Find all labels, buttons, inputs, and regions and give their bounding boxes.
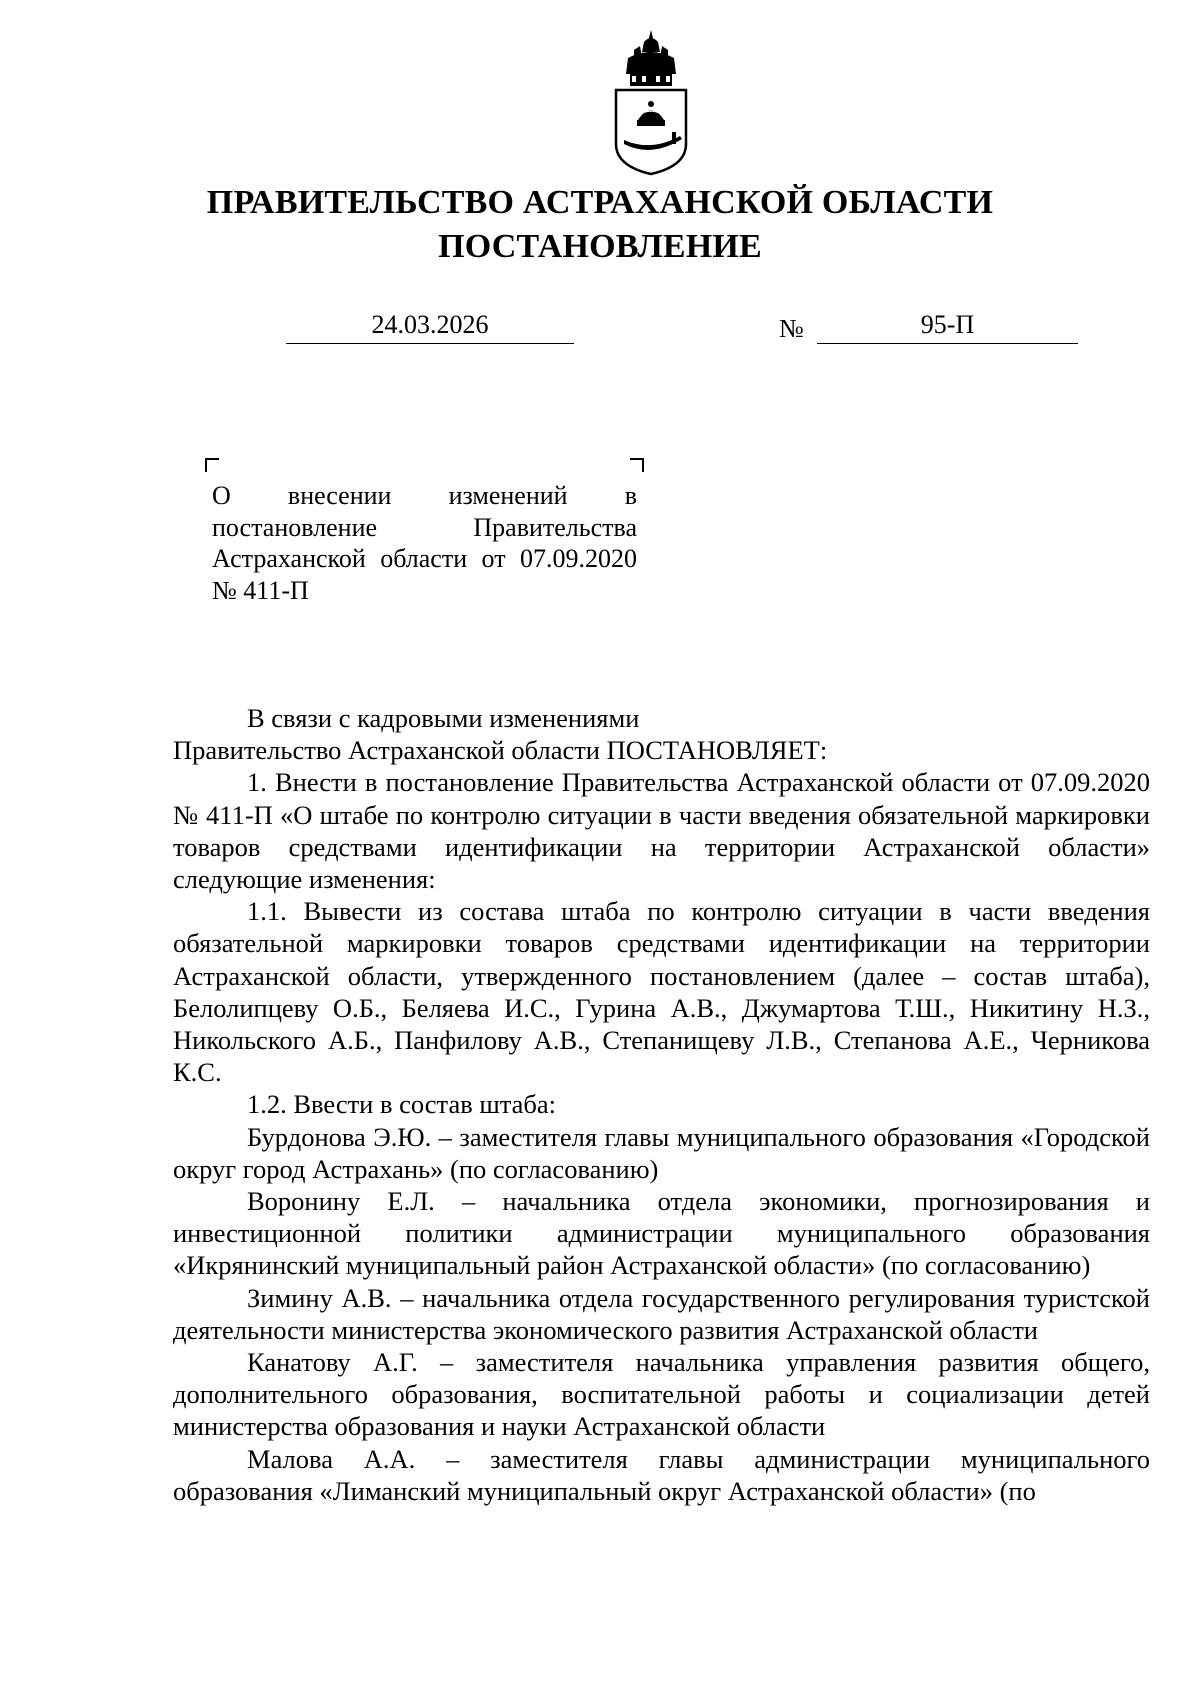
person-entry: Бурдонова Э.Ю. – заместителя главы муниципального образования «Городской округ город Астрахань» (по согласованию): [173, 1121, 1150, 1184]
person-entry: Канатову А.Г. – заместителя начальника управления развития общего, дополнительного образования, воспитательной работы и социализации детей министерства образования и науки Астраханской области: [173, 1347, 1150, 1442]
coat-of-arms-emblem: [610, 28, 692, 178]
paragraph-item-1: 1. Внести в постановление Правительства Астраханской области от 07.09.2020 № 411-П «О штабе по контролю ситуации в части введения обязательной маркировки товаров средствами идентификации на территории Астраханской области» следующие изменения:: [173, 767, 1150, 895]
document-date: 24.03.2026: [286, 311, 574, 344]
person-entry: Зимину А.В. – начальника отдела государственного регулирования туристской деятельности министерства экономического развития Астраханской области: [173, 1282, 1150, 1345]
subject-corner-left: [205, 458, 219, 472]
person-entry: Малова А.А. – заместителя главы администрации муниципального образования «Лиманский муниципальный округ Астраханской области» (по: [173, 1443, 1150, 1506]
document-subject: О внесении изменений в постановление Правительства Астраханской области от 07.09.2020 № 411-П: [212, 481, 637, 605]
government-title: ПРАВИТЕЛЬСТВО АСТРАХАНСКОЙ ОБЛАСТИ: [206, 184, 994, 221]
paragraph-item-1-2: 1.2. Ввести в состав штаба:: [247, 1089, 557, 1120]
document-number: 95-П: [817, 311, 1078, 344]
document-type-title: ПОСТАНОВЛЕНИЕ: [438, 228, 762, 265]
number-sign: №: [779, 314, 804, 343]
intro-line: В связи с кадровыми изменениями: [247, 703, 640, 733]
person-entry: Воронину Е.Л. – начальника отдела экономики, прогнозирования и инвестиционной политики администрации муниципального образования «Икрянинский муниципальный район Астраханской области» (по согласованию): [173, 1186, 1150, 1281]
subject-corner-right: [630, 458, 644, 472]
document-body: [173, 702, 1150, 1507]
paragraph-item-1-1: 1.1. Вывести из состава штаба по контролю ситуации в части введения обязательной маркировки товаров средствами идентификации на территории Астраханской области, утвержденного постановлением (далее – состав штаба), Белолипцеву О.Б., Беляева И.С., Гурина А.В., Джумартова Т.Ш., Никитину Н.З., Никольского А.Б., Панфилову А.В., Степанищеву Л.В., Степанова А.Е., Черникова К.С.: [173, 896, 1150, 1088]
intro-resolution-line: Правительство Астраханской области ПОСТАНОВЛЯЕТ:: [173, 735, 828, 766]
